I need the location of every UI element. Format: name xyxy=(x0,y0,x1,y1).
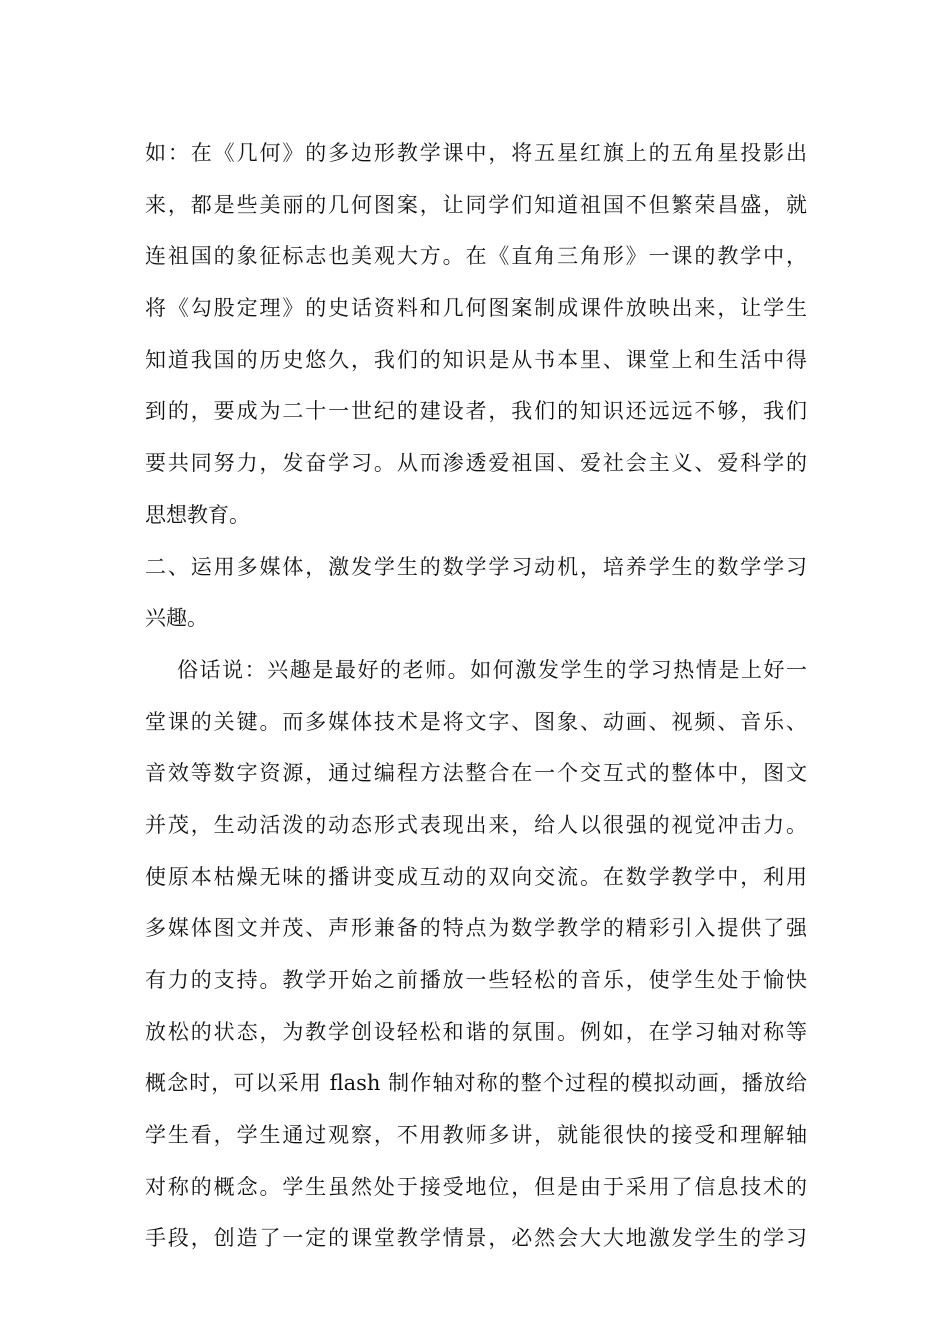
text-line: 连祖国的象征标志也美观大方。在《直角三角形》一课的教学中， xyxy=(145,244,807,269)
heading-line: 二、运用多媒体，激发学生的数学学习动机，培养学生的数学学习 xyxy=(145,554,807,579)
text-line: 学生看，学生通过观察，不用教师多讲，就能很快的接受和理解轴 xyxy=(145,1123,807,1148)
text-line: 多媒体图文并茂、声形兼备的特点为数学教学的精彩引入提供了强 xyxy=(145,916,807,941)
text-line: 堂课的关键。而多媒体技术是将文字、图象、动画、视频、音乐、 xyxy=(145,709,807,734)
text-line: 音效等数字资源，通过编程方法整合在一个交互式的整体中，图文 xyxy=(145,761,807,786)
text-line: 对称的概念。学生虽然处于接受地位，但是由于采用了信息技术的 xyxy=(145,1174,807,1199)
text-line: 到的，要成为二十一世纪的建设者，我们的知识还远远不够，我们 xyxy=(145,399,807,424)
text-line: 使原本枯燥无味的播讲变成互动的双向交流。在数学教学中，利用 xyxy=(145,864,807,889)
heading-line: 兴趣。 xyxy=(145,606,208,631)
text-line: 要共同努力，发奋学习。从而渗透爱祖国、爱社会主义、爱科学的 xyxy=(145,451,807,476)
text-line: 俗话说：兴趣是最好的老师。如何激发学生的学习热情是上好一 xyxy=(177,657,807,682)
text-line: 来，都是些美丽的几何图案，让同学们知道祖国不但繁荣昌盛，就 xyxy=(145,192,807,217)
text-line: 知道我国的历史悠久，我们的知识是从书本里、课堂上和生活中得 xyxy=(145,347,807,372)
document-page xyxy=(145,128,807,1265)
text-line: 概念时，可以采用 flash 制作轴对称的整个过程的模拟动画，播放给 xyxy=(145,1071,807,1096)
paragraph-geometry-example xyxy=(145,128,807,542)
text-line: 思想教育。 xyxy=(145,502,250,527)
section-heading xyxy=(145,542,807,645)
text-line: 手段，创造了一定的课堂教学情景，必然会大大地激发学生的学习 xyxy=(145,1226,807,1251)
text-line: 有力的支持。教学开始之前播放一些轻松的音乐，使学生处于愉快 xyxy=(145,968,807,992)
text-line: 放松的状态，为教学创设轻松和谐的氛围。例如，在学习轴对称等 xyxy=(145,1019,807,1044)
text-line: 并茂，生动活泼的动态形式表现出来，给人以很强的视觉冲击力。 xyxy=(145,812,807,837)
text-line: 将《勾股定理》的史话资料和几何图案制成课件放映出来，让学生 xyxy=(145,296,807,321)
text-line: 如：在《几何》的多边形教学课中，将五星红旗上的五角星投影出 xyxy=(145,141,807,165)
paragraph-multimedia-interest xyxy=(145,645,807,1265)
